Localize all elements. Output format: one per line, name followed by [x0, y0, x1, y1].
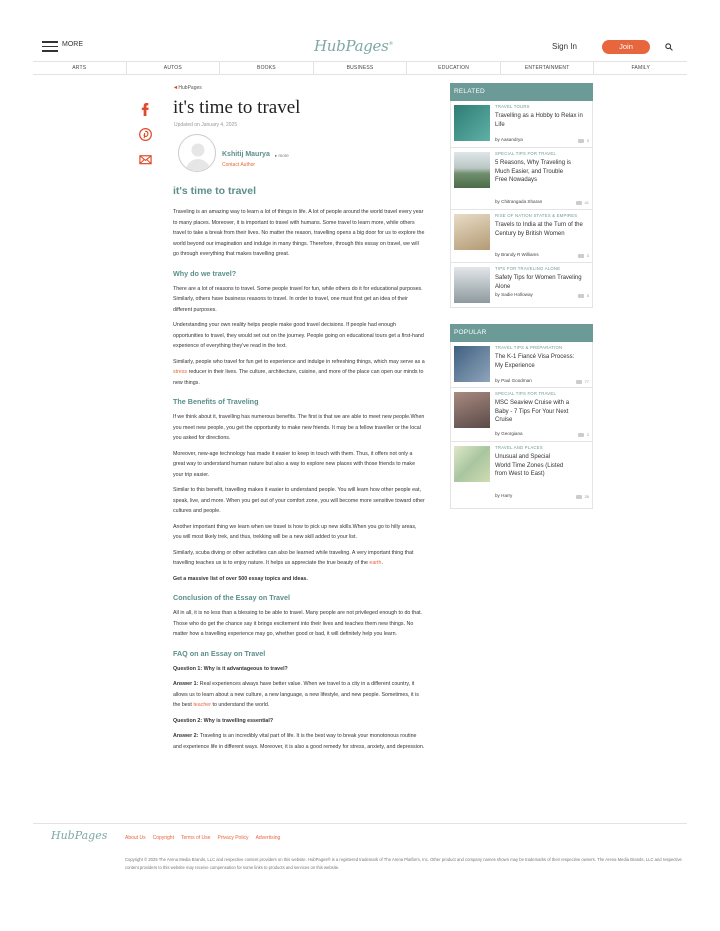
card-thumbnail[interactable]: [454, 105, 490, 141]
comment-count: 35: [576, 494, 589, 499]
footer-privacy-link[interactable]: Privacy Policy: [217, 835, 249, 841]
join-button[interactable]: Join: [602, 40, 650, 54]
related-list: [450, 101, 593, 308]
card-author[interactable]: by Aasandrya: [495, 137, 523, 142]
contact-author-link[interactable]: Contact Author: [222, 162, 256, 168]
faq-question: Question 1: Why is it advantageous to travel?: [173, 665, 288, 672]
nav-books[interactable]: BOOKS: [220, 62, 314, 74]
card-thumbnail[interactable]: [454, 152, 490, 188]
copyright-notice: Copyright © 2025 The Arena Media Brands, LLC and respective content providers on this website. HubPages® is a registered trademark of The Arena Platform, Inc. Other product and company names shown may be trademarks of their respective owners. The Arena Media Brands, LLC and respective content providers to this website may receive compensation for some links to products and services on this website.: [125, 857, 682, 870]
card-author[interactable]: by Sadie Holloway: [495, 292, 533, 297]
updated-date: Updated on January 4, 2025: [174, 122, 238, 128]
facebook-icon[interactable]: [139, 103, 152, 116]
related-card[interactable]: [451, 210, 592, 263]
sign-in-link[interactable]: Sign In: [552, 42, 577, 51]
comment-icon: [578, 294, 584, 298]
related-card[interactable]: [451, 148, 592, 210]
author-name[interactable]: Kshitij Maurya: [222, 151, 270, 158]
nav-business[interactable]: BUSINESS: [314, 62, 408, 74]
comment-count: 5: [578, 293, 589, 298]
card-thumbnail[interactable]: [454, 446, 490, 482]
card-category[interactable]: TRAVEL TIPS & PREPARATION: [495, 345, 563, 350]
hamburger-icon[interactable]: [42, 41, 58, 51]
popular-header: POPULAR: [450, 324, 593, 342]
footer-about-link[interactable]: About Us: [125, 835, 146, 841]
breadcrumb[interactable]: ◂ HubPages: [174, 85, 202, 91]
popular-card[interactable]: [451, 342, 592, 388]
popular-card[interactable]: [451, 442, 592, 508]
card-author[interactable]: by Harry: [495, 493, 513, 498]
paragraph: There are a lot of reasons to travel. Some people travel for fun, while others do it for educational purposes. Similarly, others have business reasons to travel. In order to travel, one must first get an idea of their different purposes.: [173, 285, 423, 313]
footer-terms-link[interactable]: Terms of Use: [180, 835, 211, 841]
related-card[interactable]: [451, 263, 592, 307]
nav-family[interactable]: FAMILY: [631, 65, 651, 71]
card-author[interactable]: by Chitrangada Sharan: [495, 199, 543, 204]
earth-link[interactable]: earth: [369, 560, 382, 566]
comment-icon: [576, 495, 582, 499]
section-heading-conclusion: Conclusion of the Essay on Travel: [173, 593, 291, 602]
card-title[interactable]: Travelling as a Hobby to Relax in Life: [495, 113, 583, 128]
paragraph: All in all, it is no less than a blessing to be able to travel. Many people are not privileged enough to do that. Those who do get the chance say it brings excitement into their lives and teaches them new things. No matter how a travelling experience may go, whether good or bad, it will definitely help you learn.: [173, 610, 423, 637]
related-card[interactable]: [451, 101, 592, 148]
card-category[interactable]: TRAVEL TOURS: [495, 104, 530, 109]
comment-icon: [578, 254, 584, 258]
email-icon[interactable]: [139, 153, 152, 166]
card-title[interactable]: Unusual and Special World Time Zones (Listed from West to East): [495, 454, 564, 478]
card-title[interactable]: MSC Seaview Cruise with a Baby - 7 Tips For Your Next Cruise: [495, 400, 570, 424]
pinterest-icon[interactable]: [139, 128, 152, 141]
paragraph: Understanding your own reality helps people make good travel decisions. If people had enough opportunities to travel, they would set out on the journey. People going on educational tours get a first-hand experience of everything they've read in the text.: [173, 322, 424, 349]
card-thumbnail[interactable]: [454, 267, 490, 303]
essay-topics-callout[interactable]: Get a massive list of over 500 essay topics and ideas.: [173, 575, 308, 582]
card-title[interactable]: 5 Reasons, Why Traveling is Much Easier, and Trouble Free Nowadays: [495, 160, 572, 184]
card-title[interactable]: The K-1 Fiancé Visa Process: My Experience: [495, 354, 575, 369]
search-icon[interactable]: [665, 43, 673, 51]
paragraph: Traveling is an amazing way to learn a lot of things in life. A lot of people around the world travel every year to many places. Moreover, it is important to travel with humans. Some travel to learn more, while others travel to take a break from their lives. No matter the reason, travelling opens a big door for us to explore the world beyond our imagination and indulge in many things. Therefore, through this essay on travel, we will go through everything that makes travelling great.: [173, 209, 425, 257]
more-by-author-link[interactable]: ▸ more: [275, 153, 289, 158]
related-header: RELATED: [450, 83, 593, 101]
site-header: [0, 0, 720, 62]
category-nav: [33, 61, 687, 75]
card-category[interactable]: RISE OF NATION STATES & EMPIRES: [495, 213, 578, 218]
comment-icon: [578, 433, 584, 437]
popular-card[interactable]: [451, 388, 592, 442]
comment-count: 2: [578, 432, 589, 437]
more-menu-label[interactable]: MORE: [62, 41, 83, 48]
footer-links: [125, 835, 280, 841]
faq-answer: Answer 1: Real experiences always have better value. When we travel to a city in a different country, it allows us to learn about a new culture, a new language, a new lifestyle, and new people. Sometimes, it is the best teacher to understand the world.: [173, 681, 419, 708]
section-heading-why: Why do we travel?: [173, 268, 237, 278]
avatar-placeholder-icon: [179, 135, 216, 172]
card-thumbnail[interactable]: [454, 214, 490, 250]
teacher-link[interactable]: teacher: [193, 702, 211, 708]
nav-entertainment[interactable]: ENTERTAINMENT: [501, 62, 595, 74]
card-thumbnail[interactable]: [454, 392, 490, 428]
comment-icon: [576, 201, 582, 205]
card-title[interactable]: Travels to India at the Turn of the Century by British Women: [495, 222, 583, 237]
card-title[interactable]: Safety Tips for Women Traveling Alone: [495, 275, 582, 290]
faq-question: Question 2: Why is travelling essential?: [173, 717, 274, 724]
card-author[interactable]: by Paul Goodman: [495, 378, 532, 383]
popular-list: [450, 342, 593, 509]
card-author[interactable]: by Brandy R Williams: [495, 252, 539, 257]
paragraph: Similar to this benefit, travelling makes it easier to understand people. You will learn how other people eat, speak, live, and more. When you get out of your comfort zone, you will become more sensitive toward other cultures and people.: [173, 487, 425, 514]
stress-link[interactable]: stress: [173, 369, 188, 375]
faq-answer: Answer 2: Traveling is an incredibly vital part of life. It is the best way to break your monotonous routine and experience life in different ways. Moreover, it is also a good remedy for stress, anxiety, and depression.: [173, 733, 425, 750]
card-author[interactable]: by Georgiana: [495, 431, 523, 436]
paragraph: If we think about it, travelling has numerous benefits. The first is that we are able to meet new people.When you meet new people, you get the opportunity to make new friends. It may be a fellow traveller or the local you asked for directions.: [173, 414, 425, 441]
card-thumbnail[interactable]: [454, 346, 490, 382]
footer-copyright-link[interactable]: Copyright: [152, 835, 174, 841]
section-heading-faq: FAQ on an Essay on Travel: [173, 648, 266, 658]
article-body: [173, 185, 425, 757]
paragraph: Similarly, people who travel for fun get to experience and indulge in refreshing things, which may serve as a stress reducer in their lives. The culture, architecture, cuisine, and more of the place can open our minds to new things.: [173, 358, 425, 386]
comment-count: 77: [576, 379, 589, 384]
nav-education[interactable]: EDUCATION: [407, 62, 501, 74]
footer-divider: [33, 823, 687, 824]
comment-count: 0: [578, 138, 589, 143]
comment-count: 3: [578, 253, 589, 258]
paragraph: Another important thing we learn when we travel is how to pick up new skills.When you go to hilly areas, you will most likely trek, and thus, trekking will be a new skill added to your list.: [173, 523, 417, 540]
nav-autos[interactable]: AUTOS: [127, 62, 221, 74]
comment-icon: [578, 139, 584, 143]
article-heading: it's time to travel: [173, 185, 257, 197]
section-heading-benefits: The Benefits of Traveling: [173, 397, 259, 406]
footer-logo[interactable]: HubPages: [51, 829, 108, 842]
footer-advertising-link[interactable]: Advertising: [255, 835, 281, 841]
card-category[interactable]: SPECIAL TIPS FOR TRAVEL: [495, 391, 557, 396]
paragraph: Similarly, scuba diving or other activities can also be learned while traveling. A very important thing that travelling teaches us is to enjoy nature. It helps us appreciate the true beauty of the earth.: [173, 549, 414, 566]
nav-arts[interactable]: ARTS: [33, 62, 127, 74]
hubpages-logo[interactable]: HubPages®: [314, 37, 394, 55]
card-category[interactable]: SPECIAL TIPS FOR TRAVEL: [495, 151, 557, 156]
page-title: it's time to travel: [173, 97, 301, 118]
comment-icon: [576, 380, 582, 384]
comment-count: 41: [576, 200, 589, 205]
card-category[interactable]: TIPS FOR TRAVELING ALONE: [495, 266, 561, 271]
author-avatar[interactable]: [178, 134, 216, 172]
card-category[interactable]: TRAVEL AND PLACES: [495, 445, 543, 450]
paragraph: Moreover, new-age technology has made it easier to keep in touch with them. Thus, it offers not only a great way to understand human nature but also a way to explore new places with those friends to make your trip easier.: [173, 450, 416, 478]
